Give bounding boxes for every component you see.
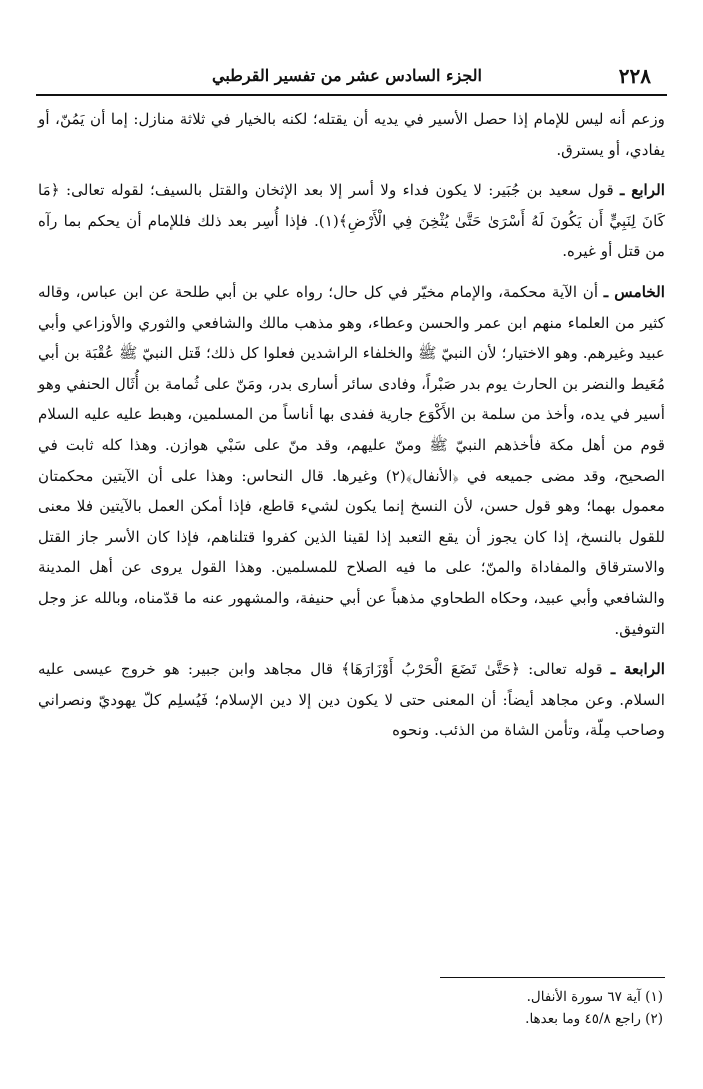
page-header	[32, 62, 671, 92]
paragraph-text: قوله تعالى: ﴿حَتَّىٰ تَضَعَ الْحَرْبُ أَوْزَارَهَا﴾ قال مجاهد وابن جبير: هو خروج عيسى عليه السلام. وعن مجاهد أيضاً: أن المعنى حتى لا يكون دين إلا دين الإسلام؛ فَيُسلِم كلّ يهوديّ ونصراني وصاحب مِلّة، وتأمن الشاة من الذئب. ونحوه	[38, 660, 665, 740]
paragraph	[38, 277, 665, 644]
running-title: الجزء السادس عشر من تفسير القرطبي	[212, 66, 482, 85]
header-rule	[36, 94, 667, 96]
section-heading: الرابعة ـ	[610, 660, 665, 679]
section-heading: الخامس ـ	[603, 282, 666, 301]
footnote: (١) آية ٦٧ سورة الأنفال.	[526, 989, 663, 1005]
footnote: (٢) راجع ٤٥/٨ وما بعدها.	[525, 1011, 663, 1027]
section-heading: الرابع ـ	[620, 181, 665, 200]
body-text	[38, 104, 665, 746]
paragraph	[38, 654, 665, 746]
paragraph	[38, 175, 665, 267]
page-number: ٢٢٨	[618, 64, 651, 88]
paragraph-text: أن الآية محكمة، والإمام مخيّر في كل حال؛ رواه علي بن أبي طلحة عن ابن عباس، وقاله كثير من العلماء منهم ابن عمر والحسن وعطاء، وهو مذهب مالك والشافعي والثوري والأوزاعي وأبي عبيد وغيرهم. وهو الاختيار؛ لأن النبيّ ﷺ والخلفاء الراشدين فعلوا كل ذلك؛ قَتل النبيّ ﷺ عُقْبَة بن أبي مُعَيط والنضر بن الحارث يوم بدر صَبْراً، وفادى سائر أسارى بدر، ومَنّ على ثُمامة بن أُثَال الحنفي وهو أسير في يده، وأخذ من سلمة بن الأَكْوَع جارية ففدى بها أناساً من المسلمين، وهبط عليه عليه السلام قوم من أهل مكة فأخذهم النبيّ ﷺ ومنّ عليهم، وقد منّ على سَبْي هوازن. وهذا كله ثابت في الصحيح، وقد مضى جميعه في ﴿الأنفال﴾(٢) وغيرها. قال النحاس: وهذا على أن الآيتين محكمتان معمول بهما؛ وهو قول حسن، لأن النسخ إنما يكون لشيء قاطع، فإذا أمكن العمل بالآيتين فلا معنى للقول بالنسخ، إذا كان يجوز أن يقع التعبد إذا لقينا الذين كفروا قتلناهم، فإذا كان الأسر جاز القتل والاسترقاق والمفاداة والمنّ؛ على ما فيه الصلاح للمسلمين. وهذا القول يروى عن أهل المدينة والشافعي وأبي عبيد، وحكاه الطحاوي مذهباً عن أبي حنيفة، والمشهور عنه ما قدّمناه، وبالله عز وجل التوفيق.	[38, 282, 665, 638]
footnote-rule	[440, 977, 665, 978]
paragraph	[38, 104, 665, 165]
paragraph-text: وزعم أنه ليس للإمام إذا حصل الأسير في يديه أن يقتله؛ لكنه بالخيار في ثلاثة منازل: إما أن يَمُنّ، أو يفادي، أو يسترق.	[38, 110, 665, 159]
paragraph-text: قول سعيد بن جُبَير: لا يكون فداء ولا أسر إلا بعد الإثخان والقتل بالسيف؛ لقوله تعالى: ﴿مَا كَانَ لِنَبِيٍّ أَن يَكُونَ لَهُ أَسْرَىٰ حَتَّىٰ يُثْخِنَ فِي الْأَرْضِ﴾(١). فإذا أُسِر بعد ذلك فللإمام أن يحكم بما رآه من قتل أو غيره.	[38, 181, 665, 261]
footnotes	[300, 986, 663, 1030]
